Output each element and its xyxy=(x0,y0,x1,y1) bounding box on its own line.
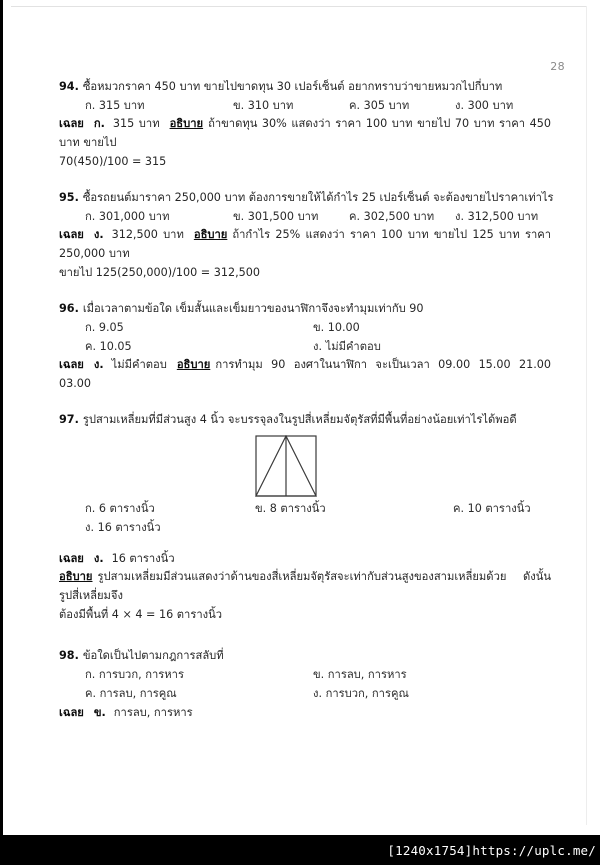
option-kho[interactable]: ข. 10.00 xyxy=(313,320,360,334)
answer-row xyxy=(59,226,551,264)
explanation-continued: ต้องมีพื้นที่ 4 × 4 = 16 ตารางนิ้ว xyxy=(59,608,223,622)
option-kho[interactable]: ข. 8 ตารางนิ้ว xyxy=(255,502,326,516)
explanation-label: อธิบาย xyxy=(176,358,211,372)
explanation-label: อธิบาย xyxy=(59,570,93,584)
option-ko[interactable]: ก. 9.05 xyxy=(85,320,124,334)
question-text-row xyxy=(59,300,551,318)
option-row xyxy=(59,665,551,684)
option-kho-khwai[interactable]: ค. 302,500 บาท xyxy=(349,209,435,223)
option-ngo[interactable]: ง. 16 ตารางนิ้ว xyxy=(85,521,161,535)
option-ngo[interactable]: ง. การบวก, การคูณ xyxy=(313,687,409,701)
explanation-text: ถ้ากำไร 25% แสดงว่า ราคา 100 บาท ขายไป 125 บาท ราคา 250,000 บาท xyxy=(59,228,552,261)
explanation-text: การทำมุม 90 องศาในนาฬิกา จะเป็นเวลา 09.00 15.00 21.00 03.00 xyxy=(59,358,551,391)
watermark-text[interactable]: [1240x1754]https://uplc.me/ xyxy=(387,842,596,858)
question-number: 98. xyxy=(59,648,79,662)
document-body xyxy=(59,78,554,739)
explanation-label: อธิบาย xyxy=(169,117,204,131)
explanation-text: ถ้าขาดทุน 30% แสดงว่า ราคา 100 บาท ขายไป 70 บาท ราคา 450 บาท ขายไป xyxy=(59,117,551,150)
page-number: 28 xyxy=(550,60,565,73)
option-ngo[interactable]: ง. ไม่มีคำตอบ xyxy=(313,340,381,354)
question-text: รูปสามเหลี่ยมที่มีส่วนสูง 4 นิ้ว จะบรรจุลงในรูปสี่เหลี่ยมจัตุรัสที่มีพื้นที่อย่างน้อยเท่าไรได้พอดี xyxy=(82,412,517,426)
option-kho-khwai[interactable]: ค. 10 ตารางนิ้ว xyxy=(453,502,531,516)
answer-label: เฉลย xyxy=(59,117,84,131)
triangle-inscribed-in-square-icon xyxy=(255,435,317,497)
answer-label: เฉลย xyxy=(59,551,84,565)
answer-choice: ง. xyxy=(93,228,104,242)
option-kho[interactable]: ข. 310 บาท xyxy=(233,99,294,113)
answer-label: เฉลย xyxy=(59,705,84,719)
answer-row xyxy=(59,356,551,394)
answer-label: เฉลย xyxy=(59,358,84,372)
answer-choice: ง. xyxy=(93,358,104,372)
geometry-figure xyxy=(59,435,551,497)
option-ngo[interactable]: ง. 312,500 บาท xyxy=(455,209,539,223)
answer-value: 315 บาท xyxy=(112,117,160,131)
option-row xyxy=(59,684,551,703)
option-ko[interactable]: ก. 6 ตารางนิ้ว xyxy=(85,502,155,516)
answer-row xyxy=(59,704,551,723)
option-kho-khwai[interactable]: ค. 305 บาท xyxy=(349,99,410,113)
question-block-94 xyxy=(59,78,551,172)
option-kho[interactable]: ข. การลบ, การหาร xyxy=(313,668,407,682)
question-block-95 xyxy=(59,189,554,283)
question-text-row xyxy=(59,411,551,429)
option-row xyxy=(59,518,551,537)
question-text: เมื่อเวลาตามข้อใด เข็มสั้นและเข็มยาวของนาฬิกาจึงจะทำมุมเท่ากับ 90 xyxy=(82,301,424,315)
option-ko[interactable]: ก. 301,000 บาท xyxy=(85,209,170,223)
answer-label: เฉลย xyxy=(59,228,84,242)
question-number: 95. xyxy=(59,190,79,204)
option-ko[interactable]: ก. การบวก, การหาร xyxy=(85,668,184,682)
option-kho[interactable]: ข. 301,500 บาท xyxy=(233,209,319,223)
option-ngo[interactable]: ง. 300 บาท xyxy=(455,99,514,113)
answer-value: 312,500 บาท xyxy=(111,228,184,242)
option-ko[interactable]: ก. 315 บาท xyxy=(85,99,145,113)
question-text-row xyxy=(59,189,554,207)
question-text-row xyxy=(59,647,551,665)
answer-choice: ข. xyxy=(93,705,106,719)
option-row xyxy=(59,207,551,226)
explanation-row xyxy=(59,568,551,606)
option-kho-khwai[interactable]: ค. การลบ, การคูณ xyxy=(85,687,177,701)
explanation-label: อธิบาย xyxy=(193,228,228,242)
explanation-continued: 70(450)/100 = 315 xyxy=(59,155,167,169)
question-block-98 xyxy=(59,647,551,722)
question-text: ซื้อรถยนต์มาราคา 250,000 บาท ต้องการขายให้ได้กำไร 25 เปอร์เซ็นต์ จะต้องขายไปราคาเท่าไร xyxy=(82,190,554,204)
question-number: 94. xyxy=(59,80,79,93)
option-row xyxy=(59,318,551,337)
answer-row xyxy=(59,550,551,569)
answer-choice: ง. xyxy=(93,551,104,565)
explanation-continued: ขายไป 125(250,000)/100 = 312,500 xyxy=(59,265,260,279)
answer-value: การลบ, การหาร xyxy=(113,705,193,719)
answer-choice: ก. xyxy=(93,117,105,131)
watermark-bar xyxy=(3,835,600,865)
question-number: 97. xyxy=(59,412,79,426)
answer-value: ไม่มีคำตอบ xyxy=(111,358,167,372)
scan-edge-top xyxy=(11,6,586,7)
question-block-97 xyxy=(59,411,551,625)
question-block-96 xyxy=(59,300,551,394)
question-text: ซื้อหมวกราคา 450 บาท ขายไปขาดทุน 30 เปอร์เซ็นต์ อยากทราบว่าขายหมวกไปกี่บาท xyxy=(82,80,503,93)
answer-row xyxy=(59,115,551,153)
question-text-row xyxy=(59,78,551,96)
option-row xyxy=(59,337,551,356)
answer-value: 16 ตารางนิ้ว xyxy=(111,551,175,565)
explanation-text: รูปสามเหลี่ยมมีส่วนแสดงว่าด้านของสี่เหลี่ยมจัตุรัสจะเท่ากับส่วนสูงของสามเหลี่ยมด้วย ดังนั้น รูปสี่เหลี่ยมจึง xyxy=(59,570,551,603)
question-text: ข้อใดเป็นไปตามกฎการสลับที่ xyxy=(82,648,224,662)
scan-edge-right xyxy=(586,6,587,825)
option-row xyxy=(59,96,551,115)
option-row xyxy=(59,499,551,518)
option-kho-khwai[interactable]: ค. 10.05 xyxy=(85,340,132,354)
question-number: 96. xyxy=(59,301,79,315)
